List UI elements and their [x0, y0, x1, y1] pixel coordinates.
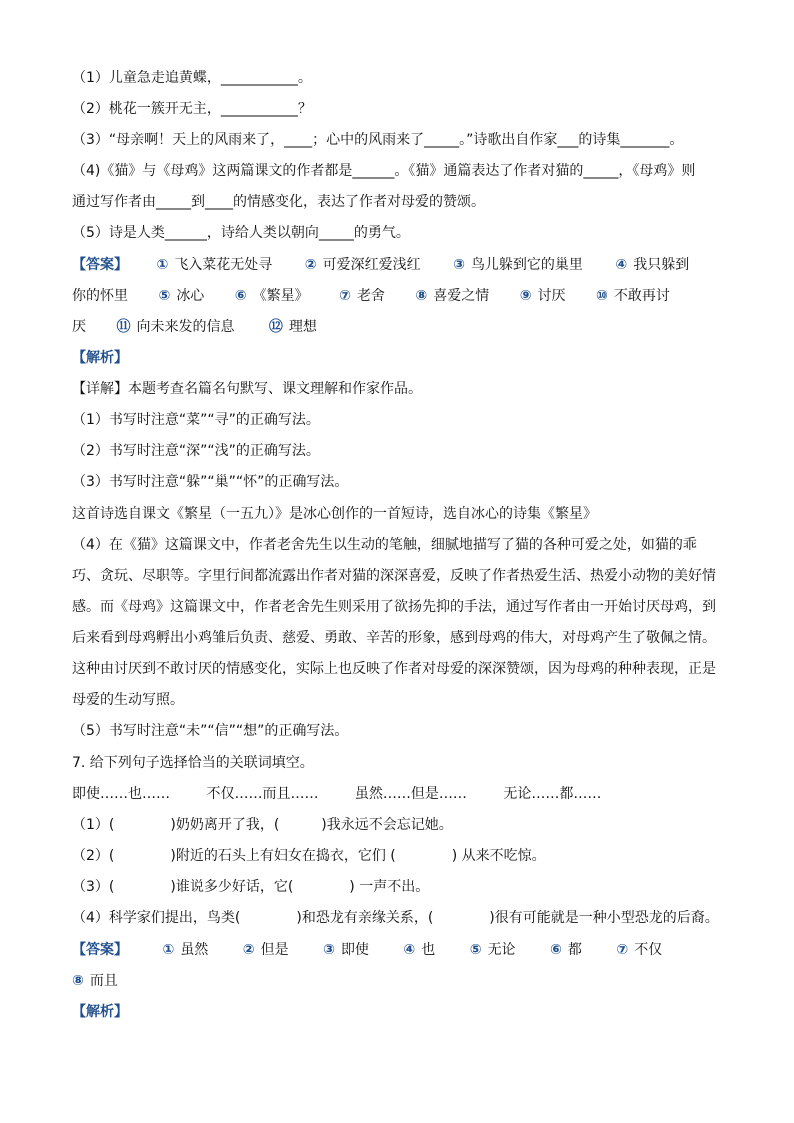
q7-analysis-label: 【解析】	[72, 1004, 128, 1020]
q7-line-1: （1）( )奶奶离开了我，( )我永远不会忘记她。	[72, 817, 453, 833]
q6-answer-line-2	[72, 286, 670, 306]
answer-item: ④ 也	[403, 942, 436, 958]
answer-item: ① 虽然	[162, 942, 209, 958]
answer-label: 【答案】	[72, 942, 128, 958]
q7-options	[72, 784, 601, 804]
explain-line-7: 感。而《母鸡》这篇课文中，作者老舍先生则采用了欲扬先抑的手法，通过写作者由一开始讨厌母鸡，到	[72, 599, 716, 615]
explain-line-11: （5）书写时注意“未”“信”“想”的正确写法。	[72, 723, 349, 739]
q6-line-5: 通过写作者由_____到____的情感变化，表达了作者对母爱的赞颂。	[72, 194, 485, 210]
answer-item: ④ 我只躲到	[615, 257, 690, 273]
answer-item: ① 飞入菜花无处寻	[156, 257, 273, 273]
q6-answer-line-1	[72, 255, 689, 275]
answer-item: ③ 鸟儿躲到它的巢里	[453, 257, 583, 273]
answer-item: ⑩ 不敢再讨	[596, 288, 670, 304]
explain-line-3: （3）书写时注意“躲”“巢”“怀”的正确写法。	[72, 474, 349, 490]
explain-line-9: 这种由讨厌到不敢讨厌的情感变化，实际上也反映了作者对母爱的深深赞颂，因为母鸡的种种表现，正是	[72, 661, 716, 677]
q6-line-4: （4)《猫》与《母鸡》这两篇课文的作者都是______。《猫》通篇表达了作者对猫的_____，《母鸡》则	[72, 163, 696, 179]
answer-item: ⑤ 无论	[469, 942, 516, 958]
answer-label: 【答案】	[72, 257, 128, 273]
detail-line	[72, 379, 422, 399]
answer-lead: 你的怀里	[72, 288, 128, 304]
answer-item: ⑪ 向未来发的信息	[116, 319, 235, 335]
q7-line-2: （2）( )附近的石头上有妇女在捣衣，它们 ( ) 从来不吃惊。	[72, 848, 546, 864]
q7-option: 无论……都……	[503, 786, 602, 802]
q6-line-3: （3）“母亲啊！天上的风雨来了，____；心中的风雨来了_____。”诗歌出自作家___的诗集_______。	[72, 132, 684, 148]
answer-item: ⑥ 《繁星》	[234, 288, 309, 304]
explain-line-2: （2）书写时注意“深”“浅”的正确写法。	[72, 443, 320, 459]
answer-lead: 厌	[72, 319, 86, 335]
explain-line-6: 巧、贪玩、尽职等。字里行间都流露出作者对猫的深深喜爱，反映了作者热爱生活、热爱小动物的美好情	[72, 568, 716, 584]
q7-title: 7. 给下列句子选择恰当的关联词填空。	[72, 755, 314, 771]
explain-line-8: 后来看到母鸡孵出小鸡雏后负责、慈爱、勇敢、辛苦的形象，感到母鸡的伟大，对母鸡产生了敬佩之情。	[72, 630, 716, 646]
answer-item: ② 但是	[242, 942, 289, 958]
detail-label: 【详解】	[72, 381, 128, 397]
q6-answer-line-3	[72, 317, 317, 337]
answer-item: ③ 即使	[323, 942, 369, 958]
answer-item: ⑨ 讨厌	[519, 288, 566, 304]
q7-option: 虽然……但是……	[354, 786, 467, 802]
answer-item: ⑤ 冰心	[158, 288, 205, 304]
q6-line-6: （5）诗是人类______，诗给人类以朝向_____的勇气。	[72, 225, 410, 241]
q7-option: 不仅……而且……	[206, 786, 319, 802]
explain-line-1: （1）书写时注意“菜”“寻”的正确写法。	[72, 412, 320, 428]
explain-line-4: 这首诗选自课文《繁星（一五九）》是冰心创作的一首短诗，选自冰心的诗集《繁星》	[72, 506, 597, 522]
answer-item: ⑧ 喜爱之情	[415, 288, 490, 304]
q6-line-2: （2）桃花一簇开无主，___________？	[72, 101, 312, 117]
explain-line-10: 母爱的生动写照。	[72, 692, 184, 708]
answer-item: ⑥ 都	[550, 942, 582, 958]
q7-option: 即使……也……	[72, 786, 170, 802]
q7-answer-line-2	[72, 971, 118, 991]
q7-line-4: （4）科学家们提出，鸟类( )和恐龙有亲缘关系，( )很有可能就是一种小型恐龙的后裔。	[72, 910, 719, 926]
detail-text: 本题考查名篇名句默写、课文理解和作家作品。	[128, 381, 422, 397]
explain-line-5: （4）在《猫》这篇课文中，作者老舍先生以生动的笔触，细腻地描写了猫的各种可爱之处，如猫的乖	[72, 537, 697, 553]
answer-item: ⑧ 而且	[72, 973, 118, 989]
answer-item: ② 可爱深红爱浅红	[304, 257, 421, 273]
q7-line-3: （3）( )谁说多少好话，它( ) 一声不出。	[72, 879, 430, 895]
q7-answer-line-1	[72, 940, 662, 960]
q6-line-1: （1）儿童急走追黄蝶，___________。	[72, 70, 312, 86]
answer-item: ⑦ 老舍	[339, 288, 385, 304]
answer-item: ⑦ 不仅	[616, 942, 663, 958]
analysis-label: 【解析】	[72, 350, 128, 366]
answer-item: ⑫ 理想	[268, 319, 317, 335]
